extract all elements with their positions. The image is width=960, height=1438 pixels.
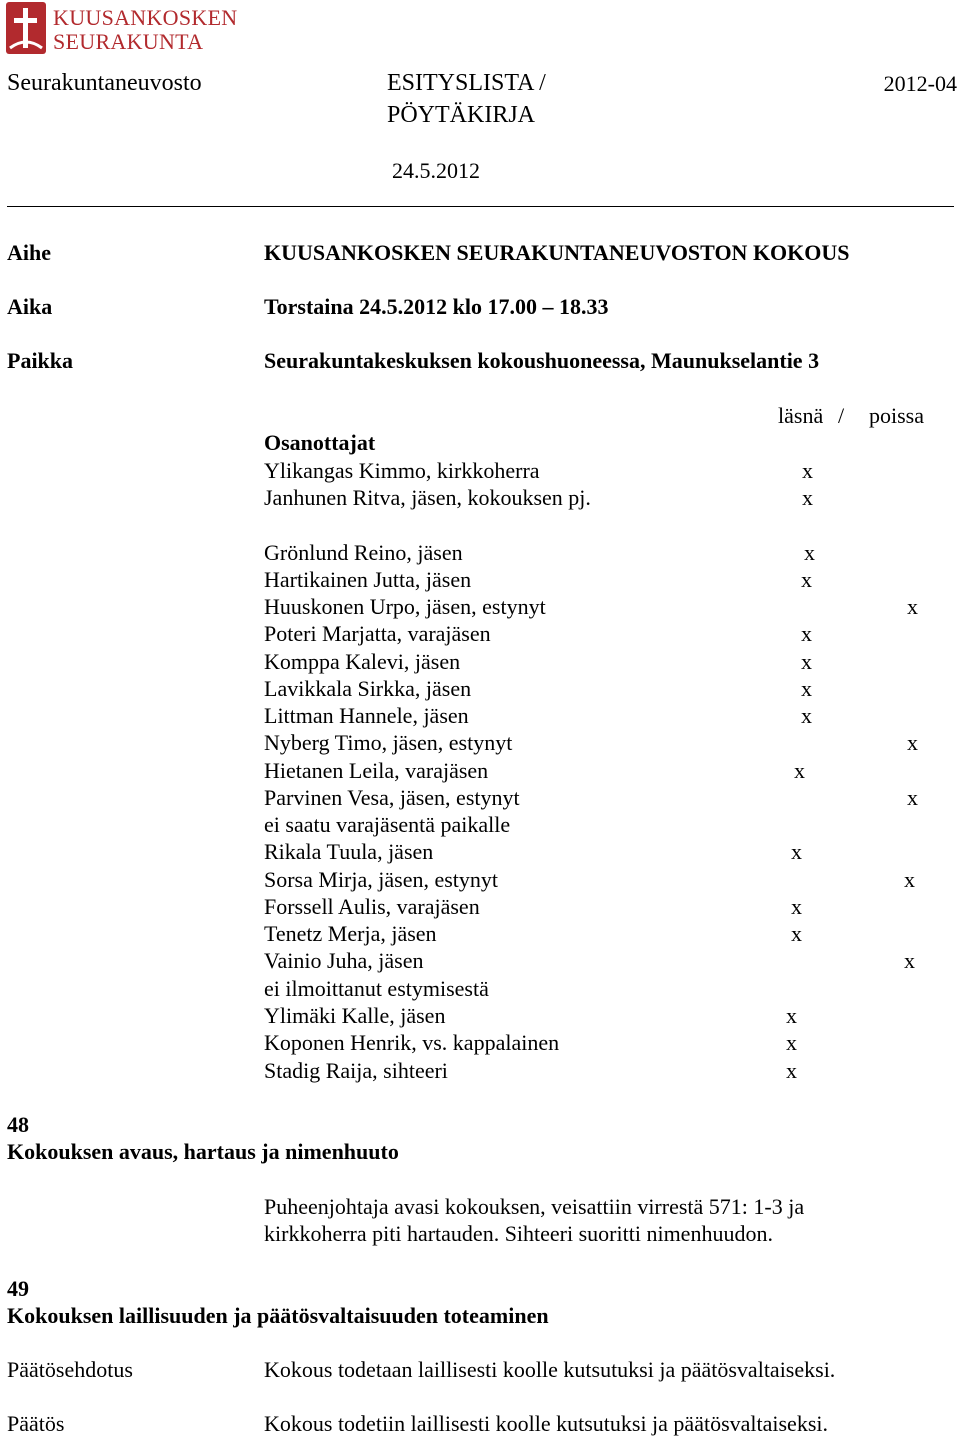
participant-name: Poteri Marjatta, varajäsen — [264, 621, 491, 646]
document-number: 2012-04 — [883, 71, 957, 96]
col-header-separator: / — [838, 403, 845, 428]
present-mark: x — [801, 567, 812, 592]
item-48-number: 48 — [7, 1112, 29, 1137]
participant-name: Ylimäki Kalle, jäsen — [264, 1003, 446, 1028]
present-mark: x — [802, 485, 813, 510]
absent-mark: x — [904, 948, 915, 973]
participant-name: Hietanen Leila, varajäsen — [264, 758, 489, 783]
participant-name: Ylikangas Kimmo, kirkkoherra — [264, 458, 540, 483]
item-48-text-line1: Puheenjohtaja avasi kokouksen, veisattiin virrestä 571: 1-3 ja — [264, 1194, 805, 1219]
present-mark: x — [801, 703, 812, 728]
present-mark: x — [801, 621, 812, 646]
col-header-absent: poissa — [869, 403, 924, 428]
participant-name: Tenetz Merja, jäsen — [264, 921, 437, 946]
participant-name: Grönlund Reino, jäsen — [264, 540, 463, 565]
item-48-title: Kokouksen avaus, hartaus ja nimenhuuto — [7, 1139, 399, 1164]
item-49-title: Kokouksen laillisuuden ja päätösvaltaisuuden toteaminen — [7, 1303, 549, 1328]
participant-name: Nyberg Timo, jäsen, estynyt — [264, 730, 513, 755]
present-mark: x — [804, 540, 815, 565]
document-title-line2: PÖYTÄKIRJA — [387, 102, 536, 128]
parish-logo-icon — [6, 2, 46, 54]
participant-name: Sorsa Mirja, jäsen, estynyt — [264, 867, 499, 892]
participant-name: Vainio Juha, jäsen — [264, 948, 424, 973]
absent-mark: x — [904, 867, 915, 892]
participant-name: Stadig Raija, sihteeri — [264, 1058, 448, 1083]
participant-name: Janhunen Ritva, jäsen, kokouksen pj. — [264, 485, 591, 510]
organ-name: Seurakuntaneuvosto — [7, 70, 202, 96]
present-mark: x — [786, 1058, 797, 1083]
logo-line2: SEURAKUNTA — [53, 29, 204, 54]
present-mark: x — [802, 458, 813, 483]
absent-mark: x — [907, 730, 918, 755]
header-divider — [7, 206, 954, 207]
present-mark: x — [791, 839, 802, 864]
meta-label-subject: Aihe — [7, 240, 51, 265]
present-mark: x — [794, 758, 805, 783]
absent-mark: x — [907, 594, 918, 619]
participant-name: Parvinen Vesa, jäsen, estynyt — [264, 785, 520, 810]
item-49-decision-label: Päätös — [7, 1411, 65, 1436]
item-49-decision-text: Kokous todetiin laillisesti koolle kutsutuksi ja päätösvaltaiseksi. — [264, 1411, 828, 1436]
present-mark: x — [791, 894, 802, 919]
participant-name: Forssell Aulis, varajäsen — [264, 894, 480, 919]
present-mark: x — [786, 1003, 797, 1028]
document-title-line1: ESITYSLISTA / — [387, 70, 546, 96]
meta-value-subject: KUUSANKOSKEN SEURAKUNTANEUVOSTON KOKOUS — [264, 240, 850, 265]
participants-heading: Osanottajat — [264, 430, 376, 455]
present-mark: x — [801, 649, 812, 674]
item-48-text-line2: kirkkoherra piti hartauden. Sihteeri suoritti nimenhuudon. — [264, 1221, 773, 1246]
participant-name: Koponen Henrik, vs. kappalainen — [264, 1030, 560, 1055]
logo-text — [53, 6, 238, 54]
item-49-proposal-text: Kokous todetaan laillisesti koolle kutsutuksi ja päätösvaltaiseksi. — [264, 1357, 836, 1382]
meta-value-time: Torstaina 24.5.2012 klo 17.00 – 18.33 — [264, 294, 609, 319]
item-49-proposal-label: Päätösehdotus — [7, 1357, 133, 1382]
document-date: 24.5.2012 — [392, 158, 480, 183]
meta-label-place: Paikka — [7, 348, 74, 373]
logo-line1: KUUSANKOSKEN — [53, 5, 238, 30]
absent-mark: x — [907, 785, 918, 810]
present-mark: x — [786, 1030, 797, 1055]
participant-note: ei saatu varajäsentä paikalle — [264, 812, 511, 837]
col-header-present: läsnä — [778, 403, 824, 428]
meta-label-time: Aika — [7, 294, 53, 319]
participant-name: Komppa Kalevi, jäsen — [264, 649, 461, 674]
participant-name: Huuskonen Urpo, jäsen, estynyt — [264, 594, 546, 619]
present-mark: x — [801, 676, 812, 701]
participant-name: Littman Hannele, jäsen — [264, 703, 469, 728]
present-mark: x — [791, 921, 802, 946]
participant-name: Lavikkala Sirkka, jäsen — [264, 676, 472, 701]
participant-name: Hartikainen Jutta, jäsen — [264, 567, 472, 592]
participant-note: ei ilmoittanut estymisestä — [264, 976, 489, 1001]
item-49-number: 49 — [7, 1276, 29, 1301]
meta-value-place: Seurakuntakeskuksen kokoushuoneessa, Maunukselantie 3 — [264, 348, 820, 373]
participant-name: Rikala Tuula, jäsen — [264, 839, 434, 864]
